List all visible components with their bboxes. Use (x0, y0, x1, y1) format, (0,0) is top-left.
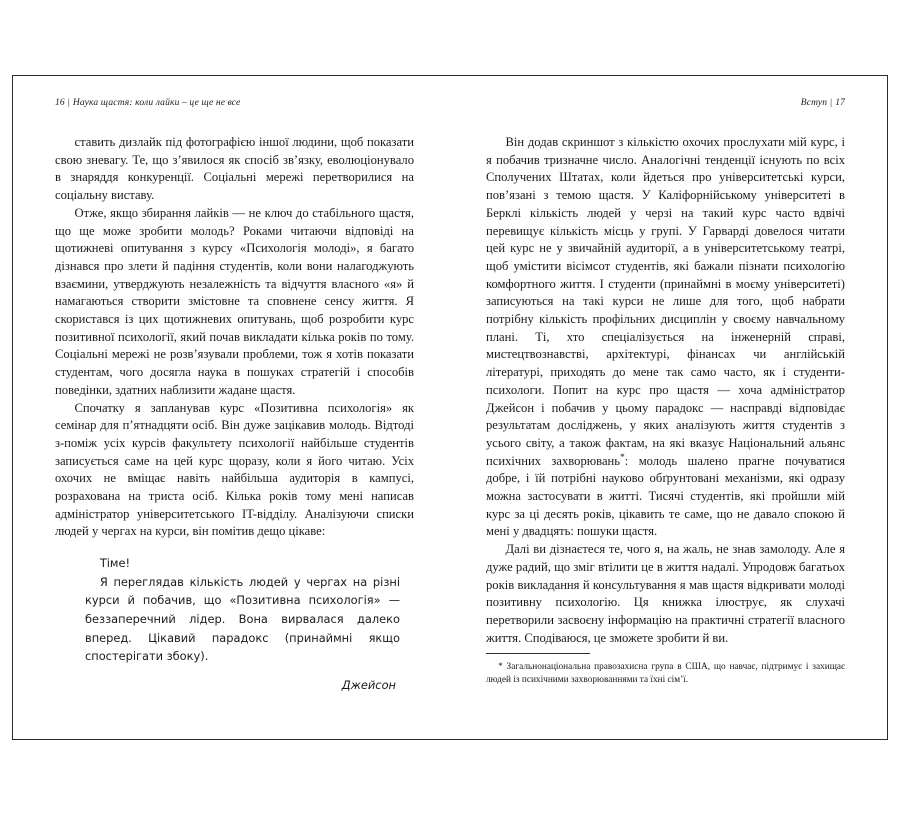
right-page (450, 76, 887, 739)
page-number-right: 17 (835, 98, 845, 108)
quote-greeting: Тіме! (99, 556, 131, 571)
footnote-rule (486, 653, 590, 654)
book-spread (12, 75, 888, 740)
quote-body: Я переглядав кількість людей у чергах на різні курси й побачив, що «Позитивна психологія» — беззаперечний лідер. Вона вирвалася далеко вперед. Цікавий парадокс (принаймні якщо спостерігати збоку). (85, 574, 400, 664)
page-number-left: 16 (55, 98, 65, 108)
footnote-body: Загальнонаціональна правозахисна група в США, що навчає, підтримує і захищає людей із психічними захворюваннями та їхні сім’ї. (486, 661, 846, 685)
running-head-left (55, 98, 414, 108)
running-head-separator-right: | (830, 98, 833, 108)
paragraph (486, 134, 845, 541)
pull-quote-block (55, 554, 414, 692)
paragraph: Далі ви дізнаєтеся те, чого я, на жаль, не знав замолоду. Але я дуже радий, що зміг втілити це в життя надалі. Упродовж багатьох років викладання й консультування я мав щастя відкривати молоді позитивну психологію. Ця книжка ілюструє, як слухачі перетворили засвоєну інформацію на практичні стратегії власного життя. Сподіваюся, це зможете зробити й ви. (486, 542, 845, 645)
paragraph: Отже, якщо збирання лайків — не ключ до стабільного щастя, що ще може зробити молодь? Роками читаючи відповіді на щотижневі опитування з курсу «Психологія молоді», я багато дізнався про злети й падіння студентів, коли вони налагоджують взаємини, утверджують незалежність та відчуття власного «я» й намагаються створити змістовне та сповнене сенсу життя. Я скористався із цих щотижневих опитувань, щоб розробити курс позитивної психології, який почав викладати кілька років по тому. Соціальні мережі не розв’язували проблеми, тож я хотів показати студентам, чого досягла наука в пошуках стратегій і способів поведінки, здатних наблизити жадане щастя. (55, 205, 414, 397)
running-head-title-right: Вступ (800, 98, 828, 108)
quote-attribution: Джейсон (341, 677, 396, 692)
paragraph: Спочатку я запланував курс «Позитивна психологія» як семінар для п’ятнадцяти осіб. Він дуже зацікавив молодь. Відтоді з-поміж усіх курсів факультету психології найбільше студентів записується саме на цей курс щоразу, коли я його читаю. Усіх охочих не вміщає навіть найбільша аудиторія в кампусі, розрахована на триста осіб. Кілька років тому мені написав адміністратор університетського IT-відділу. Аналізуючи списки людей у чергах на курси, він помітив дещо цікаве: (55, 400, 414, 539)
left-page (13, 76, 450, 739)
paragraph-text: Він додав скриншот з кількістю охочих прослухати мій курс, і я побачив тризначне число. Аналогічні тенденції існують по всіх Сполучених Штатах, коли йдеться про університетські курси, пов’язані з темою щастя. У Каліфорнійському університеті в Берклі кількість людей у черзі на такий курс часто вдвічі перевищує кількість місць у групі. У Гарварді довелося читати цей курс не у звичайній аудиторії, а в університетському театрі, щоб умістити вісімсот студентів, які бажали пізнати психологію комфортного життя. І студенти (принаймні в моєму університеті) записуються на такі курси не лише для того, щоб набрати потрібну кількість профільних дисциплін у своєму навчальному плані. Ті, хто спеціалізується на інженерній справі, мистецтвознавстві, архітектурі, фінансах чи англійській літературі, приходять до мене так само часто, як і студенти-психологи. Попит на курс про щастя — хоча адміністратор Джейсон і побачив у цьому парадокс — насправді відповідає результатам досліджень, у яких аналізують життя студентів з усього світу, а також фактам, на які вказує Національний альянс психічних захворювань (486, 135, 845, 468)
footnote-text (486, 661, 845, 687)
footnote-marker-inline: * (498, 661, 503, 672)
paragraph: ставить дизлайк під фотографією іншої людини, щоб показати свою зневагу. Те, що з’явилося як спосіб зв’язку, еволюціонувало в знаряддя конкуренції. Соціальні мережі перетворилися на соціальну виставу. (55, 135, 414, 203)
right-page-body (486, 134, 845, 647)
paragraph-text-continued: : молодь шалено прагне почуватися добре, і їй потрібні науково обґрунтовані механізми, які одразу можна застосувати в житті. Тисячі студентів, які пройшли мій курс за ці десять років, цікавить те саме, що не давало спокою й мені у двадцять: пошуки щастя. (486, 453, 845, 539)
running-head-title-left: Наука щастя: коли лайки – це ще не все (72, 98, 241, 108)
running-head-right (486, 98, 845, 108)
left-page-body (55, 134, 414, 541)
running-head-separator-left: | (67, 98, 70, 108)
footnote-area (486, 653, 845, 687)
footnote-marker: * (620, 452, 625, 463)
